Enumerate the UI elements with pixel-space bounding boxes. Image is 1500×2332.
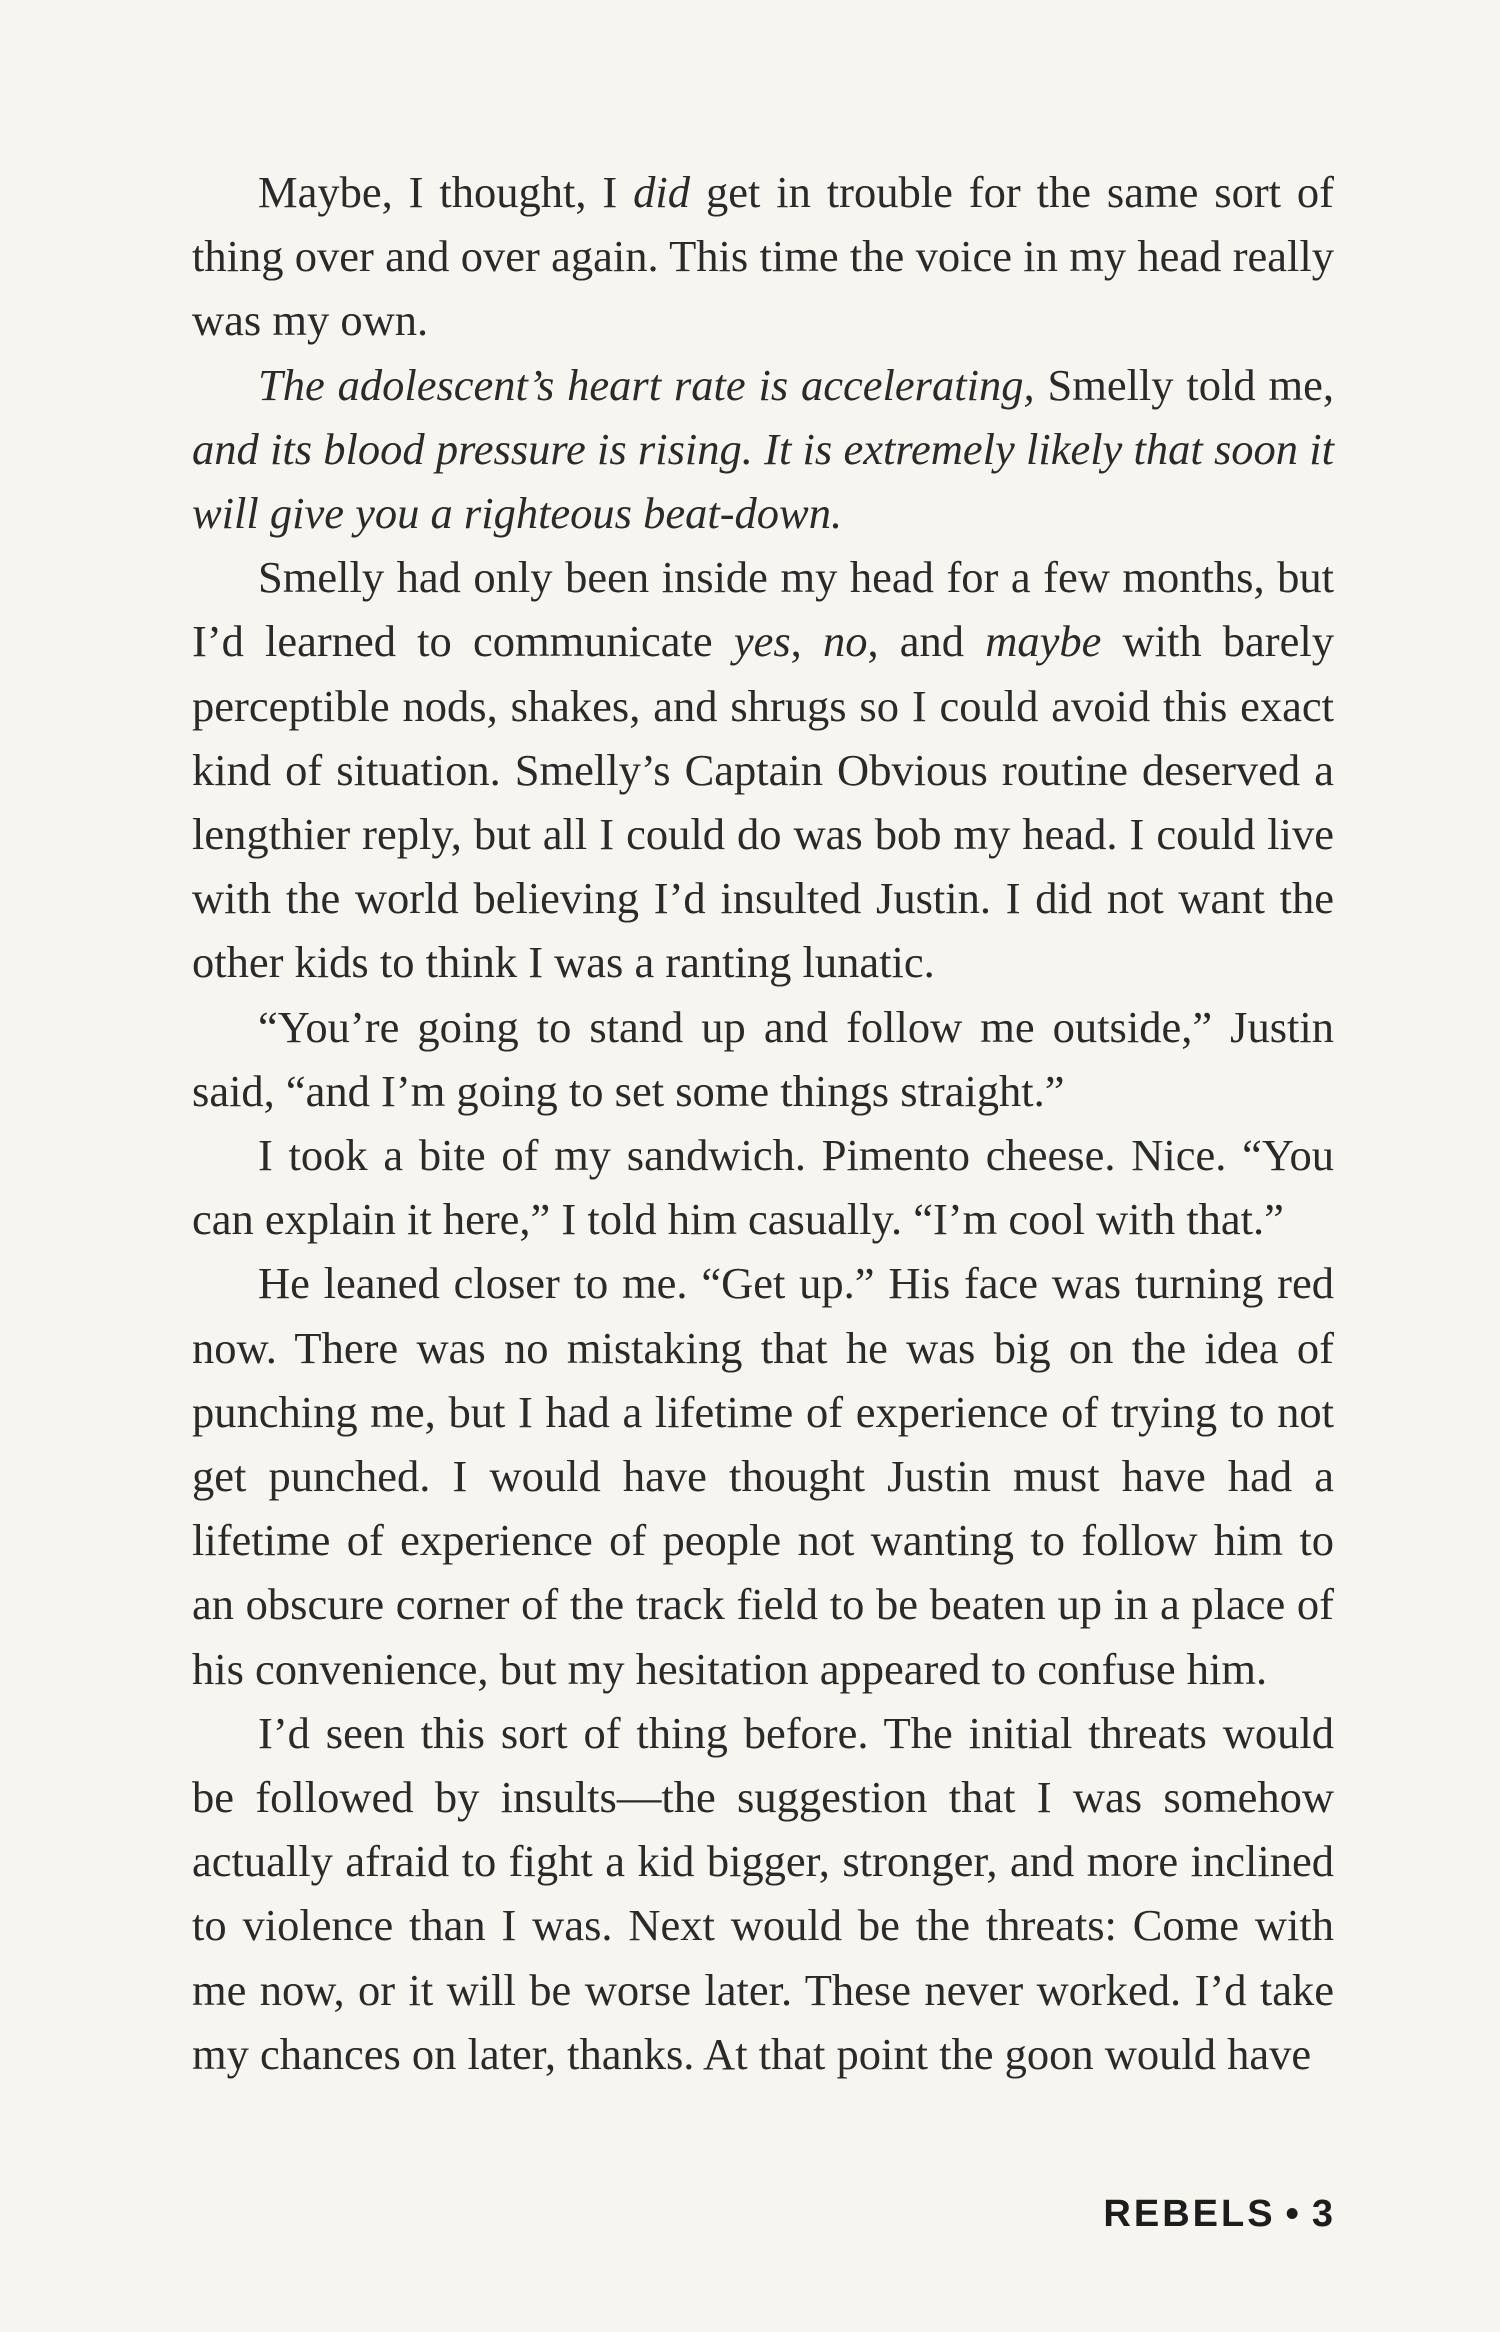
paragraph [192, 1123, 1334, 1251]
paragraph [192, 995, 1334, 1123]
page-number: 3 [1311, 2193, 1336, 2235]
running-footer [1103, 2193, 1336, 2236]
text-run: He leaned closer to me. “Get up.” His face was turning red now. There was no mistaking that he was big on the idea of punching me, but I had a lifetime of experience of trying to not get punched. I would have thought Justin must have had a lifetime of experience of people not wanting to follow him to an obscure corner of the track field to be beaten up in a place of his convenience, but my hesitation appeared to confuse him. [192, 1258, 1334, 1694]
text-run: get in trouble for the same sort of thing over and over again. This time the voice in my head really was my own. [192, 167, 1334, 346]
paragraph [192, 1701, 1334, 2086]
paragraph [192, 353, 1334, 546]
italic-text: The adolescent’s heart rate is accelerating, [258, 359, 1035, 410]
text-run: , [790, 616, 823, 667]
text-run: I took a bite of my sandwich. Pimento cheese. Nice. “You can explain it here,” I told him casually. “I’m cool with that.” [192, 1130, 1334, 1245]
text-run: with barely perceptible nods, shakes, and shrugs so I could avoid this exact kind of situation. Smelly’s Captain Obvious routine deserved a lengthier reply, but all I could do was bob my head. I could live with the world believing I’d insulted Justin. I did not want the other kids to think I was a ranting lunatic. [192, 616, 1334, 988]
italic-text: maybe [985, 616, 1102, 667]
paragraph [192, 160, 1334, 353]
italic-text: did [633, 167, 691, 217]
paragraph [192, 545, 1334, 994]
text-run: Smelly had only been inside my head for a few months, but I’d learned to communicate [192, 552, 1334, 667]
paragraph [192, 1251, 1334, 1700]
book-title: REBELS [1103, 2193, 1276, 2235]
italic-text: yes [733, 616, 791, 667]
text-run: I’d seen this sort of thing before. The initial threats would be followed by insults—the suggestion that I was somehow actually afraid to fight a kid bigger, stronger, and more inclined to violence than I was. Next would be the threats: Come with me now, or it will be worse later. These never worked. I’d take my chances on later, thanks. At that point the goon would have [192, 1707, 1334, 2079]
italic-text: no [822, 616, 868, 667]
text-run: Maybe, I thought, I [258, 167, 634, 217]
bullet-separator: • [1285, 2193, 1302, 2235]
text-run: Smelly told me, [1034, 359, 1334, 410]
page-body [192, 160, 1334, 2086]
text-run: “You’re going to stand up and follow me outside,” Justin said, “and I’m going to set some things straight.” [192, 1001, 1334, 1116]
text-run: , and [867, 616, 986, 667]
italic-text: and its blood pressure is rising. It is extremely likely that soon it will give you a righteous beat-down. [192, 423, 1334, 539]
